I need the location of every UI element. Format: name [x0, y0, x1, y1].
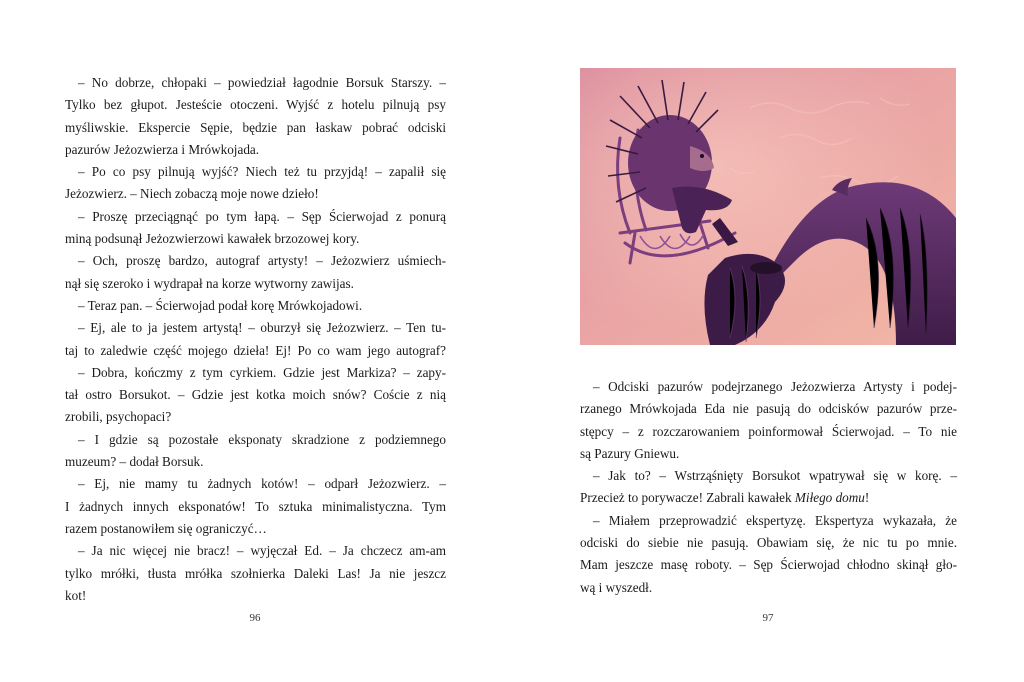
text-line [65, 340, 446, 362]
text-line [65, 250, 446, 272]
line-text: – Och, proszę bardzo, autograf artysty! – Jeżozwierz uśmiech- [78, 253, 446, 269]
line-text: muzeum? – dodał Borsuk. [65, 454, 204, 470]
line-text: Mam jeszcze masę roboty. – Sęp Ścierwojad chłodno skinął gło- [580, 557, 957, 573]
text-line [65, 384, 446, 406]
line-text: stępcy – z rozczarowaniem poinformował Ścierwojad. – To nie [580, 423, 957, 439]
right-page [512, 0, 1024, 682]
text-line [65, 362, 446, 384]
text-line [580, 376, 957, 398]
right-page-text [580, 376, 957, 599]
line-text: wą i wyszedł. [580, 579, 653, 595]
text-line [65, 406, 446, 428]
text-line [65, 496, 446, 518]
text-line [65, 228, 446, 250]
text-line [65, 117, 446, 139]
line-text: pazurów Jeżozwierza i Mrówkojada. [65, 141, 260, 157]
text-line [580, 465, 957, 487]
text-line [65, 563, 446, 585]
line-text: – Ja nic więcej nie bracz! – wyjęczał Ed. – Ja chczecz am-am [78, 543, 446, 559]
text-line [580, 443, 957, 465]
line-text: Przecież to porywacze! Zabrali kawałek [580, 490, 795, 506]
line-tail: ! [864, 490, 870, 506]
text-line [65, 451, 446, 473]
line-text: zrobili, psychopaci? [65, 409, 172, 425]
line-text: – Ej, nie mamy tu żadnych kotów! – odparł Jeżozwierz. – [78, 476, 446, 492]
line-text: – Po co psy pilnują wyjść? Niech też tu przyjdą! – zapalił się [78, 164, 446, 180]
text-line [65, 429, 446, 451]
line-text: I żadnych innych eksponatów! To sztuka minimalistyczna. Tym [65, 498, 446, 514]
illustration-svg [580, 68, 956, 345]
line-text: – I gdzie są pozostałe eksponaty skradzione z podziemnego [78, 431, 446, 447]
text-line [65, 72, 446, 94]
line-text: razem postanowiłem się ograniczyć… [65, 520, 267, 536]
text-line [65, 139, 446, 161]
line-text: miną podsunął Jeżozwierzowi kawałek brzozowej kory. [65, 231, 360, 247]
line-text: – Teraz pan. – Ścierwojad podał korę Mrówkojadowi. [78, 297, 363, 313]
text-line [65, 94, 446, 116]
line-text: odciski do siebie nie pasują. Obawiam się, że nic tu po mnie. [580, 535, 957, 551]
porcupine-and-anteater-illustration [580, 68, 956, 345]
line-text: taj to zaledwie część mojego dzieła! Ej! Po co wam jego autograf? [65, 342, 446, 358]
line-text: tał ostro Borsukot. – Gdzie jest kotka moich snów? Coście z nią [65, 387, 446, 403]
text-line [580, 487, 957, 509]
line-text: rzanego Mrówkojada Eda nie pasują do odcisków pazurów prze- [580, 401, 957, 417]
left-page-text [65, 72, 446, 607]
text-line [65, 295, 446, 317]
line-text: – Dobra, kończmy z tym cyrkiem. Gdzie jest Markiza? – zapy- [78, 364, 446, 380]
line-text: – Ej, ale to ja jestem artystą! – oburzył się Jeżozwierz. – Ten tu- [78, 320, 446, 336]
text-line [65, 473, 446, 495]
text-line [65, 183, 446, 205]
text-line [65, 206, 446, 228]
line-text: – No dobrze, chłopaki – powiedział łagodnie Borsuk Starszy. – [78, 75, 446, 90]
line-text: – Odciski pazurów podejrzanego Jeżozwierza Artysty i podej- [593, 379, 957, 394]
page-number-left: 96 [249, 612, 261, 624]
text-line [65, 585, 446, 607]
text-line [65, 273, 446, 295]
line-text: – Jak to? – Wstrząśnięty Borsukot wpatrywał się w korę. – [593, 468, 957, 484]
text-line [580, 398, 957, 420]
text-line [65, 317, 446, 339]
text-line [65, 540, 446, 562]
text-line [580, 532, 957, 554]
text-line [65, 161, 446, 183]
text-line [580, 554, 957, 576]
line-text: myśliwskie. Ekspercie Sępie, będzie pan łaskaw pobrać odciski [65, 119, 446, 135]
line-text: Jeżozwierz. – Niech zobaczą moje nowe dzieło! [65, 186, 319, 202]
text-line [580, 577, 957, 599]
line-text: tylko mrółki, tłusta mrółka szołnierka Daleki Las! Ja nie jeszcz [65, 565, 446, 581]
text-line [580, 510, 957, 532]
line-text: – Miałem przeprowadzić ekspertyzę. Ekspertyza wykazała, że [593, 512, 957, 528]
text-line [65, 518, 446, 540]
line-text: kot! [65, 587, 87, 603]
page-number-right: 97 [762, 612, 774, 624]
line-text: nął się szeroko i wydrapał na korze wytworny zawijas. [65, 275, 354, 291]
text-line [580, 421, 957, 443]
line-text: – Proszę przeciągnąć po tym łapą. – Sęp Ścierwojad z ponurą [78, 208, 446, 224]
line-text: są Pazury Gniewu. [580, 445, 680, 461]
italic-title: Miłego domu [794, 490, 865, 506]
line-text: Tylko bez głupot. Jesteście otoczeni. Wyjść z hotelu pilnują psy [65, 97, 446, 113]
